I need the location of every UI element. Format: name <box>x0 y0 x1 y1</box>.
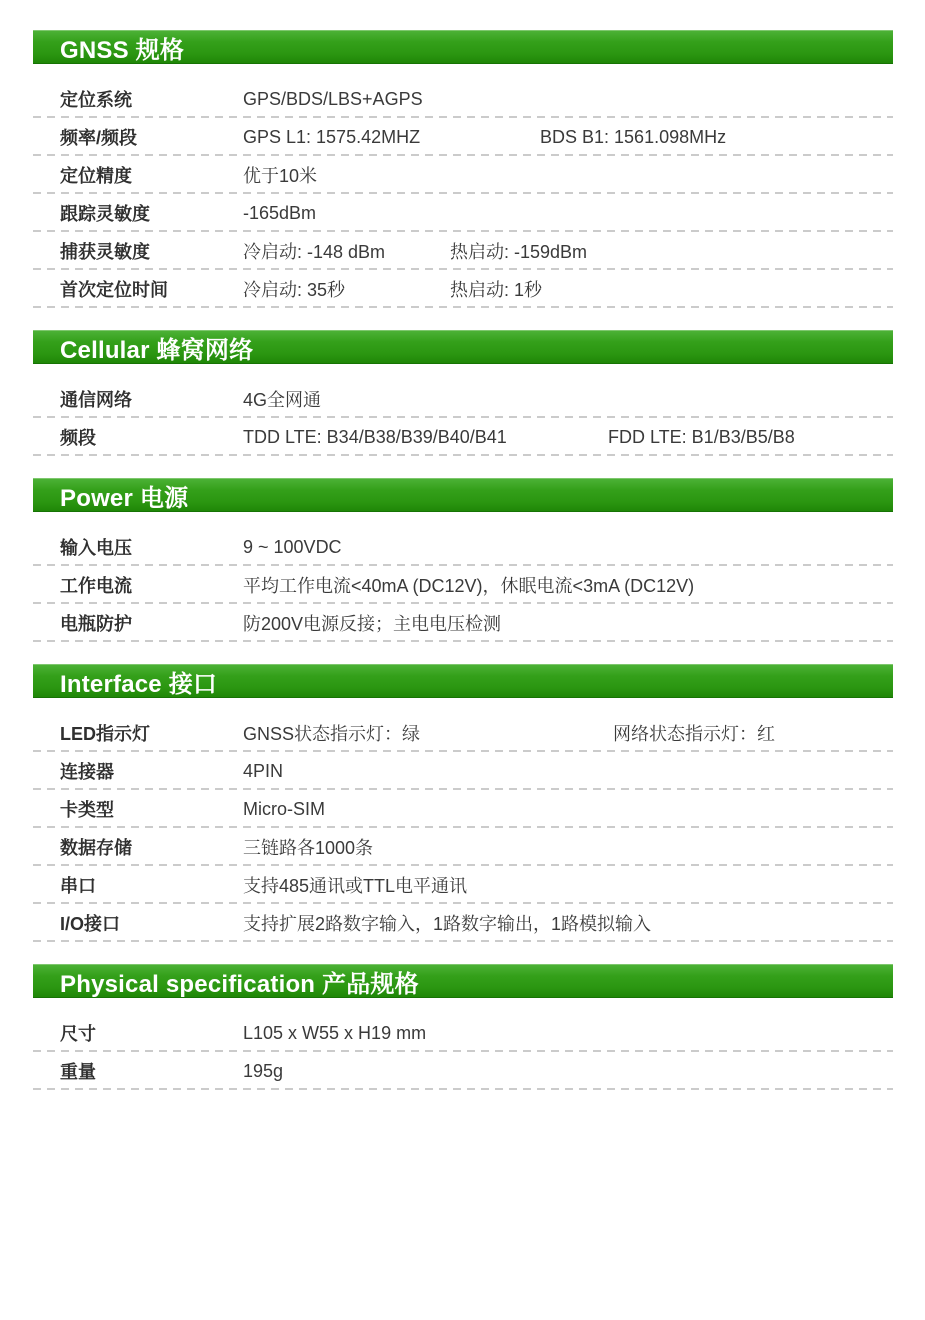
spec-values <box>243 238 893 264</box>
spec-row-frequency-band <box>33 118 893 156</box>
spec-values <box>243 89 893 110</box>
spec-values <box>243 1023 893 1044</box>
spec-values <box>243 610 893 636</box>
spec-row-positioning-system <box>33 80 893 118</box>
spec-values <box>243 799 893 820</box>
section-gnss-header <box>33 30 893 64</box>
spec-row-dimensions <box>33 1014 893 1052</box>
section-power-header <box>33 478 893 512</box>
spec-label: 首次定位时间 <box>60 280 168 300</box>
spec-value: FDD LTE: B1/B3/B5/B8 <box>608 426 795 447</box>
spec-row-data-storage <box>33 828 893 866</box>
spec-values <box>243 162 893 188</box>
spec-value: 优于10米 <box>243 166 318 186</box>
spec-value: BDS B1: 1561.098MHz <box>540 126 727 147</box>
spec-label: 定位系统 <box>60 90 132 110</box>
spec-value: 4G全网通 <box>243 390 322 410</box>
section-title: Interface 接口 <box>60 670 218 698</box>
spec-value: 冷启动: -148 dBm <box>243 242 386 262</box>
spec-row-input-voltage <box>33 528 893 566</box>
spec-value: 三链路各1000条 <box>243 838 374 858</box>
spec-value: Micro-SIM <box>243 798 325 819</box>
spec-value: GPS L1: 1575.42MHZ <box>243 126 421 147</box>
spec-values <box>243 834 893 860</box>
section-interface-header <box>33 664 893 698</box>
spec-label: 串口 <box>60 876 96 896</box>
section-title: GNSS 规格 <box>60 36 185 64</box>
section-cellular <box>33 330 893 456</box>
section-physical-header <box>33 964 893 998</box>
spec-row-network <box>33 380 893 418</box>
spec-row-battery-protection <box>33 604 893 642</box>
spec-value: 195g <box>243 1060 284 1081</box>
section-title: Power 电源 <box>60 484 189 512</box>
section-power <box>33 478 893 642</box>
section-cellular-header <box>33 330 893 364</box>
section-interface <box>33 664 893 942</box>
spec-values <box>243 572 893 598</box>
spec-label: I/O接口 <box>60 914 121 934</box>
spec-value: -165dBm <box>243 202 317 223</box>
spec-value: 防200V电源反接；主电电压检测 <box>243 614 502 634</box>
section-cellular-rows <box>33 380 893 456</box>
spec-values <box>243 720 893 746</box>
spec-label: 数据存储 <box>60 838 132 858</box>
spec-value: 9 ~ 100VDC <box>243 536 342 557</box>
spec-row-led-indicators <box>33 714 893 752</box>
spec-label: 工作电流 <box>60 576 132 596</box>
section-physical-rows <box>33 1014 893 1090</box>
spec-value: 网络状态指示灯：红 <box>613 724 775 744</box>
spec-values <box>243 276 893 302</box>
spec-label: LED指示灯 <box>60 724 150 744</box>
spec-label: 跟踪灵敏度 <box>60 204 150 224</box>
spec-row-acquisition-sensitivity <box>33 232 893 270</box>
spec-row-bands <box>33 418 893 456</box>
section-interface-rows <box>33 714 893 942</box>
spec-label: 定位精度 <box>60 166 132 186</box>
spec-label: 卡类型 <box>60 800 114 820</box>
section-title: Cellular 蜂窝网络 <box>60 336 254 364</box>
section-physical <box>33 964 893 1090</box>
spec-value: 支持485通讯或TTL电平通讯 <box>243 876 468 896</box>
spec-label: 输入电压 <box>60 538 132 558</box>
spec-value: L105 x W55 x H19 mm <box>243 1022 427 1043</box>
spec-row-weight <box>33 1052 893 1090</box>
spec-label: 尺寸 <box>60 1024 96 1044</box>
spec-row-connector <box>33 752 893 790</box>
spec-values <box>243 386 893 412</box>
spec-label: 频率/频段 <box>60 128 138 148</box>
spec-row-positioning-accuracy <box>33 156 893 194</box>
spec-row-serial-port <box>33 866 893 904</box>
spec-value: 平均工作电流<40mA (DC12V)，休眠电流<3mA (DC12V) <box>243 576 695 596</box>
spec-row-io-port <box>33 904 893 942</box>
spec-value: TDD LTE: B34/B38/B39/B40/B41 <box>243 426 507 447</box>
spec-values <box>243 537 893 558</box>
spec-label: 捕获灵敏度 <box>60 242 150 262</box>
spec-values <box>243 427 893 448</box>
spec-value: 热启动: 1秒 <box>450 280 543 300</box>
spec-label: 重量 <box>60 1062 96 1082</box>
spec-value: 冷启动: 35秒 <box>243 280 346 300</box>
spec-row-time-to-first-fix <box>33 270 893 308</box>
spec-values <box>243 127 893 148</box>
spec-value: GPS/BDS/LBS+AGPS <box>243 88 423 109</box>
spec-row-sim-type <box>33 790 893 828</box>
section-power-rows <box>33 528 893 642</box>
section-gnss <box>33 30 893 308</box>
section-title: Physical specification 产品规格 <box>60 970 419 998</box>
spec-row-tracking-sensitivity <box>33 194 893 232</box>
spec-value: 支持扩展2路数字输入，1路数字输出，1路模拟输入 <box>243 914 652 934</box>
spec-value: 热启动: -159dBm <box>450 242 588 262</box>
spec-values <box>243 203 893 224</box>
spec-label: 连接器 <box>60 762 114 782</box>
spec-row-operating-current <box>33 566 893 604</box>
section-gnss-rows <box>33 80 893 308</box>
spec-value: 4PIN <box>243 760 284 781</box>
spec-values <box>243 872 893 898</box>
spec-values <box>243 910 893 936</box>
spec-value: GNSS状态指示灯：绿 <box>243 724 421 744</box>
spec-label: 通信网络 <box>60 390 132 410</box>
spec-values <box>243 1061 893 1082</box>
spec-values <box>243 761 893 782</box>
spec-label: 频段 <box>60 428 96 448</box>
spec-label: 电瓶防护 <box>60 614 132 634</box>
